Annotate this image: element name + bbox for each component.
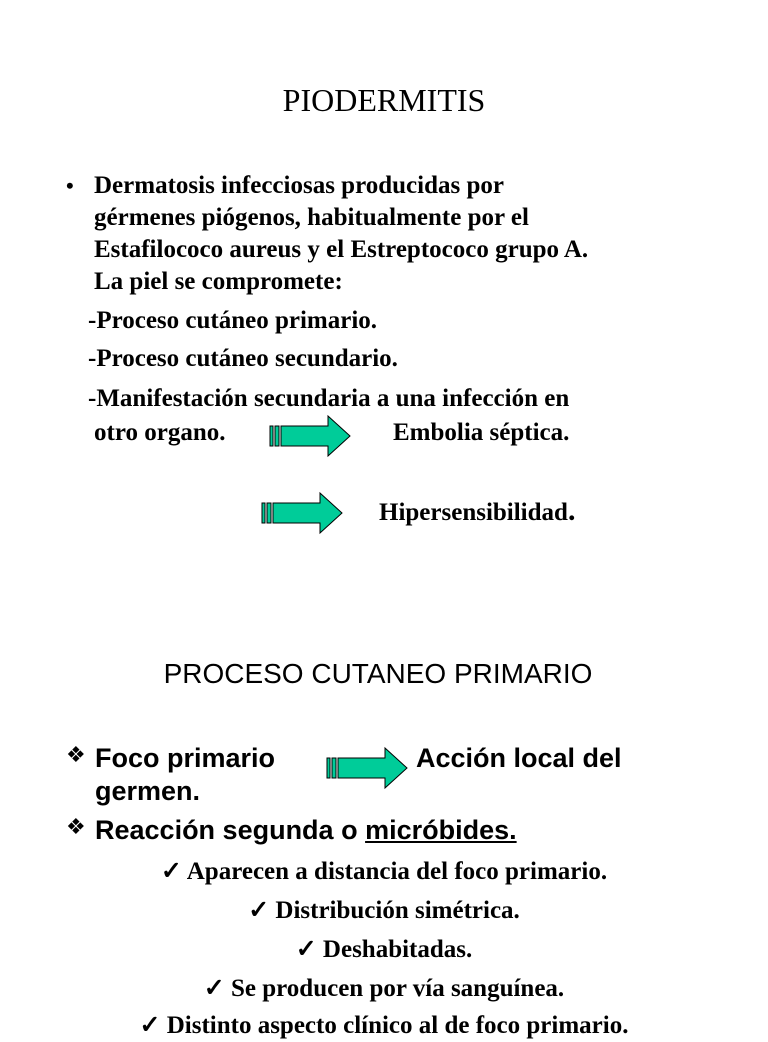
check-icon: ✓ (295, 936, 317, 963)
list-item-manifestation: -Manifestación secundaria a una infección en (88, 385, 570, 412)
check-text: Distinto aspecto clínico al de foco primario. (166, 1012, 629, 1039)
diamond-bullet-icon: ❖ (66, 742, 86, 767)
intro-line: Estafilococo aureus y el Estreptococo grupo A. (94, 236, 589, 263)
list-item-manifestation-cont: otro organo. (94, 419, 226, 446)
check-icon: ✓ (203, 975, 225, 1002)
check-text: Deshabitadas. (322, 936, 473, 963)
check-item (0, 1010, 768, 1042)
check-text: Se producen por vía sanguínea. (231, 975, 565, 1002)
check-icon: ✓ (139, 1012, 161, 1039)
hipersensibilidad-text: Hipersensibilidad (379, 499, 568, 526)
embolia-label: Embolia séptica. (393, 419, 570, 446)
check-icon: ✓ (248, 897, 270, 924)
intro-line: gérmenes piógenos, habitualmente por el (94, 204, 529, 231)
page-title: PIODERMITIS (282, 82, 486, 118)
arrow-icon (268, 414, 358, 458)
check-item (0, 973, 768, 1005)
arrow-icon (260, 491, 350, 535)
microbides-text: micróbides. (365, 815, 517, 845)
check-text: Distribución simétrica. (275, 897, 520, 924)
arrow-icon (325, 746, 415, 790)
hipersensibilidad-dot: . (567, 494, 576, 527)
intro-line: La piel se compromete: (94, 268, 343, 295)
check-item (0, 856, 768, 888)
list-item-secondary: -Proceso cutáneo secundario. (88, 345, 398, 372)
check-icon: ✓ (160, 858, 182, 885)
foco-primario-label: Foco primario (95, 743, 276, 773)
bullet-marker: • (66, 173, 74, 198)
intro-line: Dermatosis infecciosas producidas por (94, 172, 504, 199)
check-item (0, 934, 768, 966)
section-heading: PROCESO CUTANEO PRIMARIO (163, 658, 593, 689)
diamond-item-reaccion (66, 814, 86, 840)
check-text: Aparecen a distancia del foco primario. (186, 858, 608, 885)
reaccion-label (95, 814, 517, 847)
germen-label: germen. (95, 776, 201, 806)
intro-paragraph (94, 170, 694, 298)
reaccion-text: Reacción segunda o (95, 815, 366, 845)
list-item-primary: -Proceso cutáneo primario. (88, 307, 378, 334)
hipersensibilidad-label (379, 495, 575, 529)
check-item (0, 895, 768, 927)
diamond-item-foco (66, 742, 86, 768)
accion-local-label: Acción local del (416, 743, 622, 773)
diamond-bullet-icon: ❖ (66, 814, 86, 839)
